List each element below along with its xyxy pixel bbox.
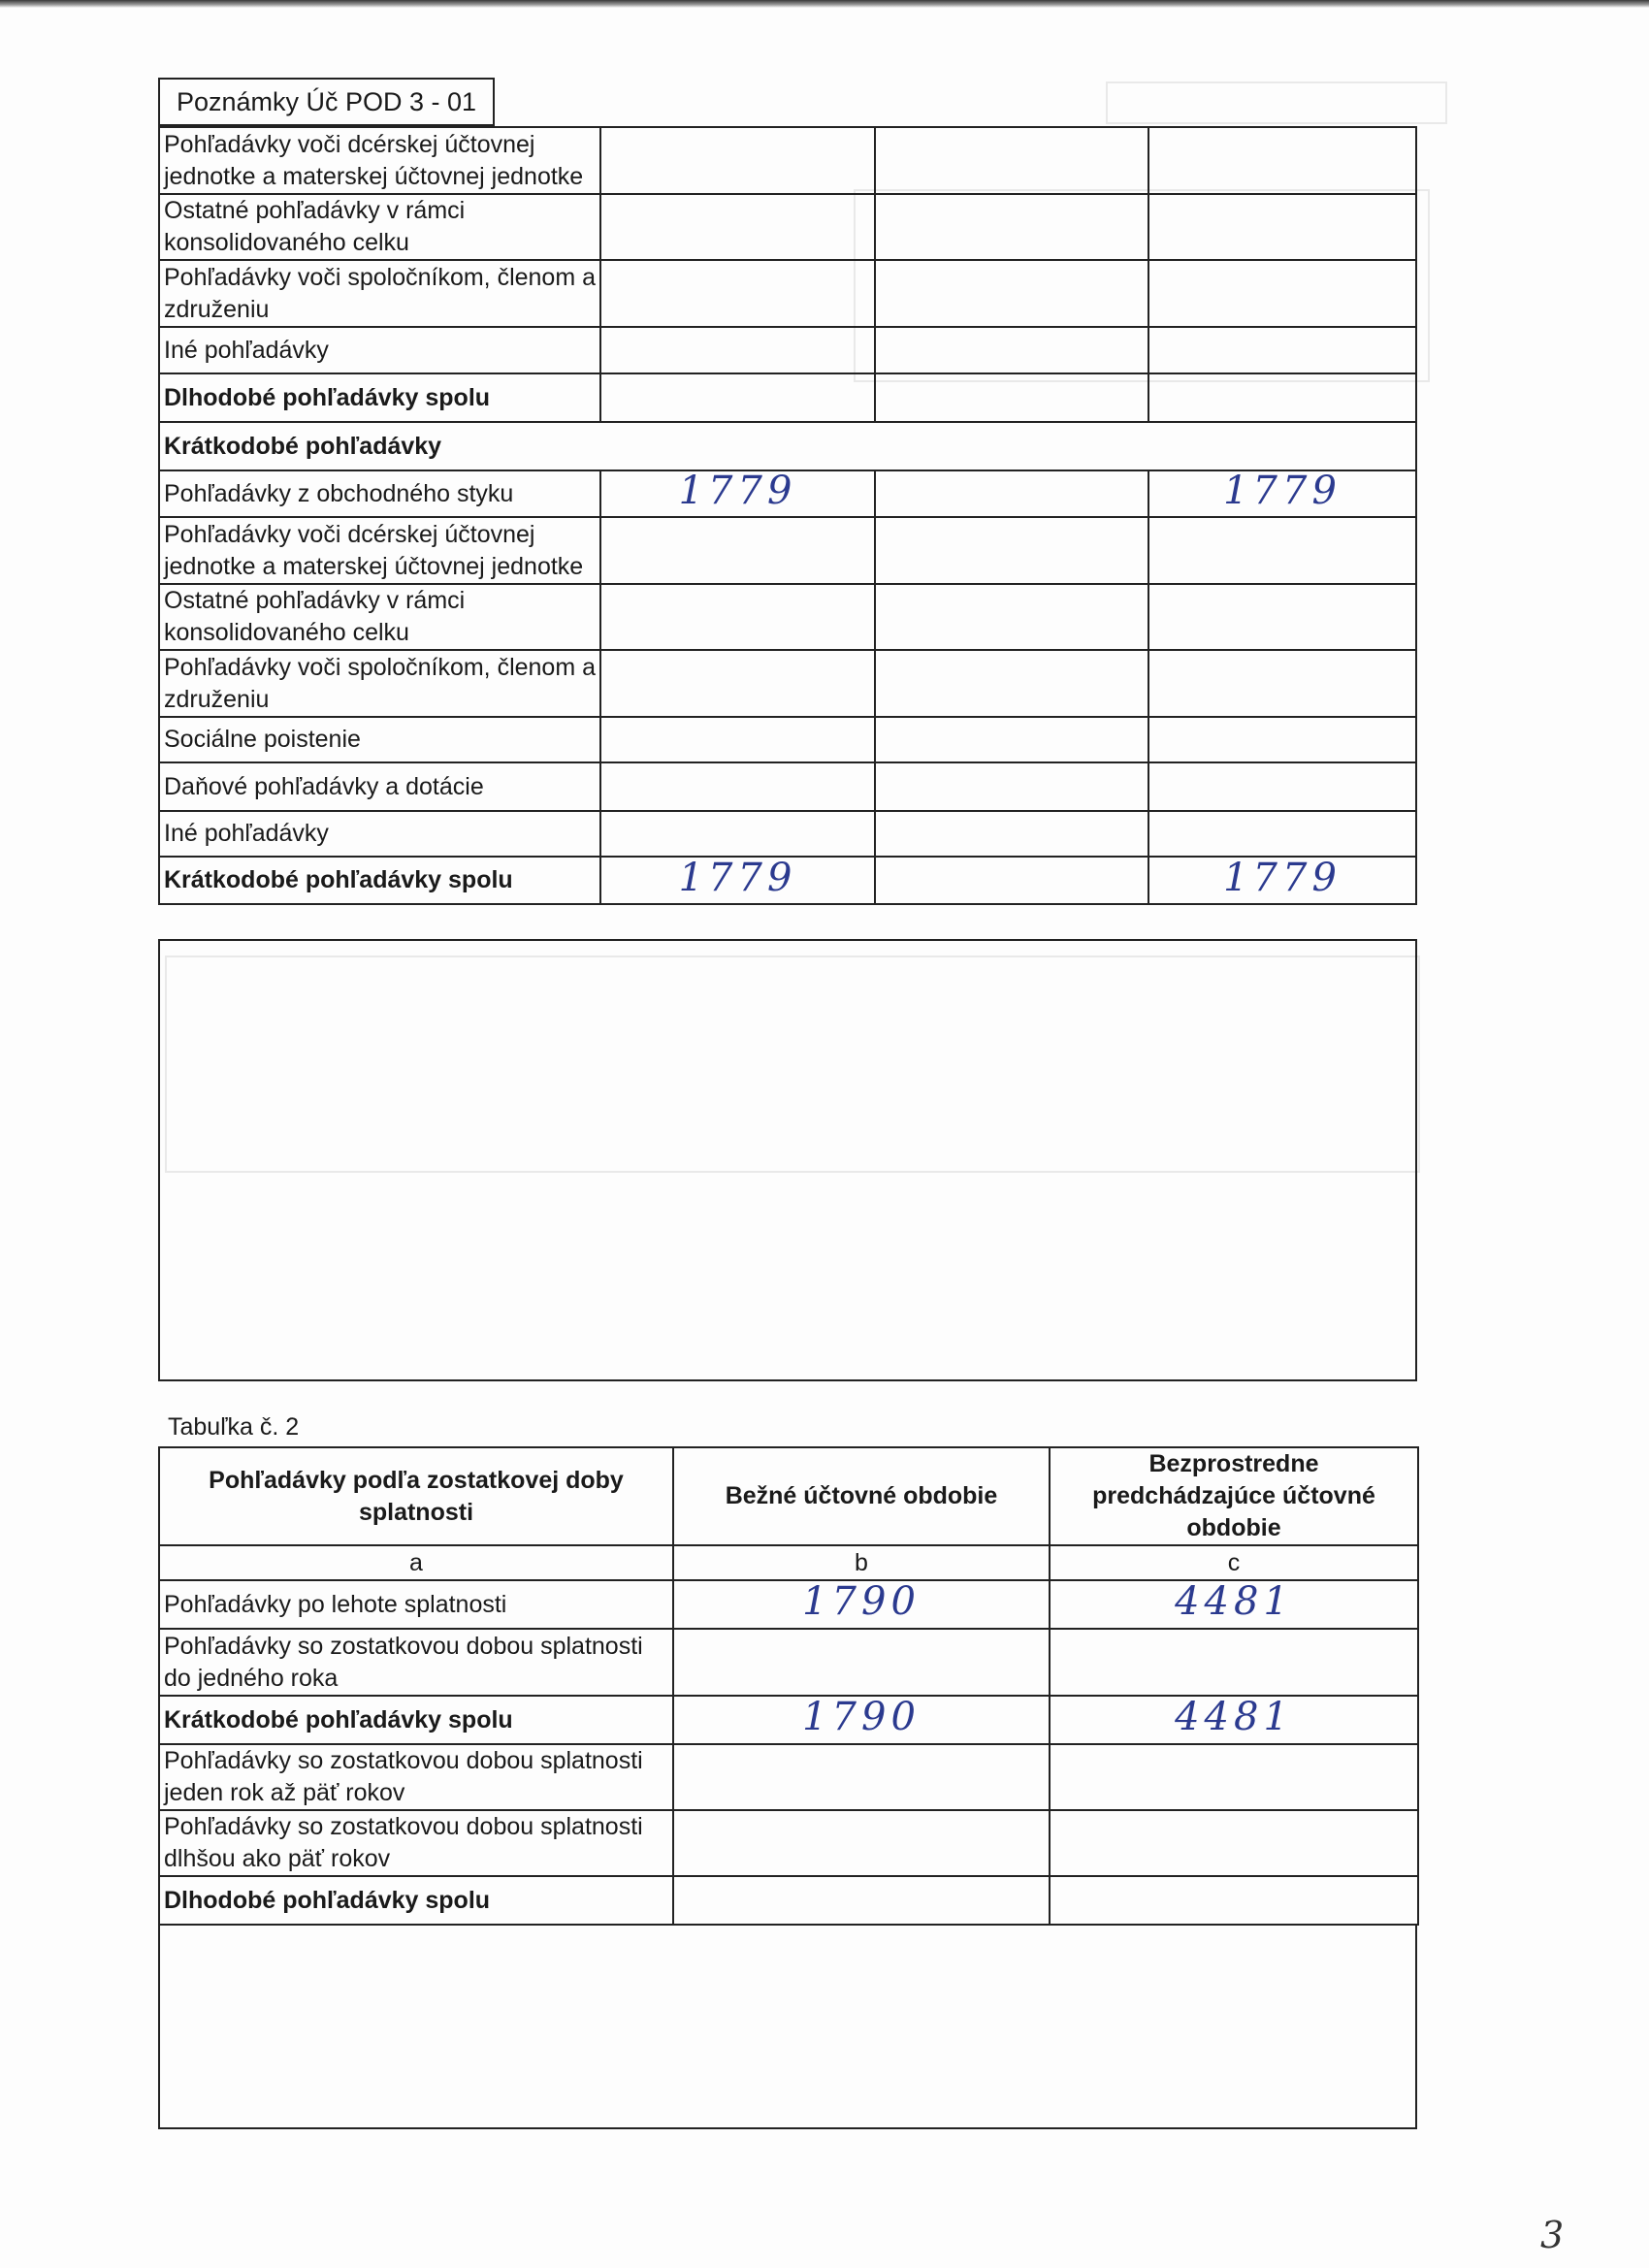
value-cell [1050, 1580, 1418, 1629]
column-header: Bezprostredne predchádzajúce účtovné obdobie [1050, 1447, 1418, 1545]
value-cell [600, 762, 875, 811]
table-row [159, 1629, 1418, 1696]
table-caption: Tabuľka č. 2 [168, 1413, 300, 1441]
value-cell [1148, 517, 1416, 584]
row-label: Pohľadávky so zostatkovou dobou splatnosti jeden rok až päť rokov [159, 1744, 673, 1810]
value-cell [600, 327, 875, 373]
row-label: Pohľadávky voči dcérskej účtovnej jednotke a materskej účtovnej jednotke [159, 517, 600, 584]
value-cell [673, 1629, 1050, 1696]
value-cell [1148, 717, 1416, 762]
table-row [159, 1696, 1418, 1744]
handwritten-value: 1779 [1223, 470, 1342, 513]
row-label: Ostatné pohľadávky v rámci konsolidovaného celku [159, 194, 600, 260]
handwritten-value: 4481 [1175, 1696, 1293, 1739]
show-through-box [1106, 81, 1447, 124]
value-cell [600, 517, 875, 584]
row-label: Dlhodobé pohľadávky spolu [159, 1876, 673, 1925]
value-cell [673, 1876, 1050, 1925]
row-label: Iné pohľadávky [159, 811, 600, 857]
table-row [159, 194, 1416, 260]
table-row [159, 857, 1416, 904]
value-cell [875, 260, 1148, 327]
value-cell [875, 650, 1148, 717]
column-header: Pohľadávky podľa zostatkovej doby splatnosti [159, 1447, 673, 1545]
value-cell [600, 650, 875, 717]
row-label: Pohľadávky so zostatkovou dobou splatnosti dlhšou ako päť rokov [159, 1810, 673, 1876]
row-label: Daňové pohľadávky a dotácie [159, 762, 600, 811]
row-label: Pohľadávky voči spoločníkom, členom a združeniu [159, 650, 600, 717]
table-row [159, 470, 1416, 517]
table-row [159, 1580, 1418, 1629]
table-row [159, 127, 1416, 194]
row-label: Krátkodobé pohľadávky spolu [159, 857, 600, 904]
value-cell [875, 470, 1148, 517]
value-cell [875, 762, 1148, 811]
table-row [159, 1810, 1418, 1876]
handwritten-value: 1779 [678, 470, 797, 513]
column-header: Bežné účtovné obdobie [673, 1447, 1050, 1545]
handwritten-value: 1790 [802, 1696, 921, 1739]
table-row [159, 327, 1416, 373]
value-cell [673, 1580, 1050, 1629]
column-letter: b [673, 1545, 1050, 1580]
value-cell [600, 127, 875, 194]
row-label: Ostatné pohľadávky v rámci konsolidovaného celku [159, 584, 600, 650]
value-cell [600, 470, 875, 517]
value-cell [875, 373, 1148, 422]
value-cell [1050, 1629, 1418, 1696]
value-cell [673, 1744, 1050, 1810]
value-cell [600, 584, 875, 650]
handwritten-value: 1779 [678, 857, 797, 900]
value-cell [1148, 650, 1416, 717]
value-cell [673, 1696, 1050, 1744]
receivables-table [158, 126, 1417, 905]
row-label: Sociálne poistenie [159, 717, 600, 762]
value-cell [1148, 470, 1416, 517]
row-label: Krátkodobé pohľadávky spolu [159, 1696, 673, 1744]
header-row [159, 1447, 1418, 1545]
row-label: Iné pohľadávky [159, 327, 600, 373]
value-cell [1148, 260, 1416, 327]
note-box [158, 1924, 1417, 2129]
value-cell [875, 127, 1148, 194]
note-box [158, 939, 1417, 1381]
value-cell [1148, 194, 1416, 260]
column-letter-row [159, 1545, 1418, 1580]
row-label: Pohľadávky voči dcérskej účtovnej jednotke a materskej účtovnej jednotke [159, 127, 600, 194]
value-cell [673, 1810, 1050, 1876]
table-row [159, 1744, 1418, 1810]
value-cell [875, 584, 1148, 650]
receivables-maturity-table [158, 1446, 1419, 1926]
value-cell [600, 717, 875, 762]
value-cell [875, 327, 1148, 373]
value-cell [600, 373, 875, 422]
page-number: 3 [1540, 2214, 1565, 2256]
value-cell [875, 194, 1148, 260]
row-label: Dlhodobé pohľadávky spolu [159, 373, 600, 422]
handwritten-value: 1790 [802, 1580, 921, 1624]
value-cell [1148, 811, 1416, 857]
value-cell [1050, 1810, 1418, 1876]
value-cell [1148, 327, 1416, 373]
value-cell [1148, 857, 1416, 904]
column-letter: c [1050, 1545, 1418, 1580]
table-row [159, 517, 1416, 584]
value-cell [875, 717, 1148, 762]
row-label: Pohľadávky z obchodného styku [159, 470, 600, 517]
value-cell [600, 260, 875, 327]
value-cell [875, 811, 1148, 857]
table-row [159, 717, 1416, 762]
section-header: Krátkodobé pohľadávky [159, 422, 1416, 470]
table-row [159, 1876, 1418, 1925]
row-label: Pohľadávky voči spoločníkom, členom a združeniu [159, 260, 600, 327]
value-cell [1050, 1744, 1418, 1810]
column-letter: a [159, 1545, 673, 1580]
section-header-row [159, 422, 1416, 470]
value-cell [875, 517, 1148, 584]
table-row [159, 811, 1416, 857]
value-cell [875, 857, 1148, 904]
table-row [159, 650, 1416, 717]
scan-edge [0, 0, 1649, 8]
value-cell [1148, 584, 1416, 650]
value-cell [1148, 762, 1416, 811]
table-row [159, 584, 1416, 650]
value-cell [1148, 373, 1416, 422]
row-label: Pohľadávky so zostatkovou dobou splatnosti do jedného roka [159, 1629, 673, 1696]
row-label: Pohľadávky po lehote splatnosti [159, 1580, 673, 1629]
table-row [159, 260, 1416, 327]
value-cell [600, 194, 875, 260]
value-cell [1050, 1876, 1418, 1925]
value-cell [1050, 1696, 1418, 1744]
value-cell [600, 857, 875, 904]
page-title: Poznámky Úč POD 3 - 01 [158, 78, 495, 126]
table-row [159, 373, 1416, 422]
handwritten-value: 1779 [1223, 857, 1342, 900]
value-cell [600, 811, 875, 857]
handwritten-value: 4481 [1175, 1580, 1293, 1624]
table-row [159, 762, 1416, 811]
value-cell [1148, 127, 1416, 194]
